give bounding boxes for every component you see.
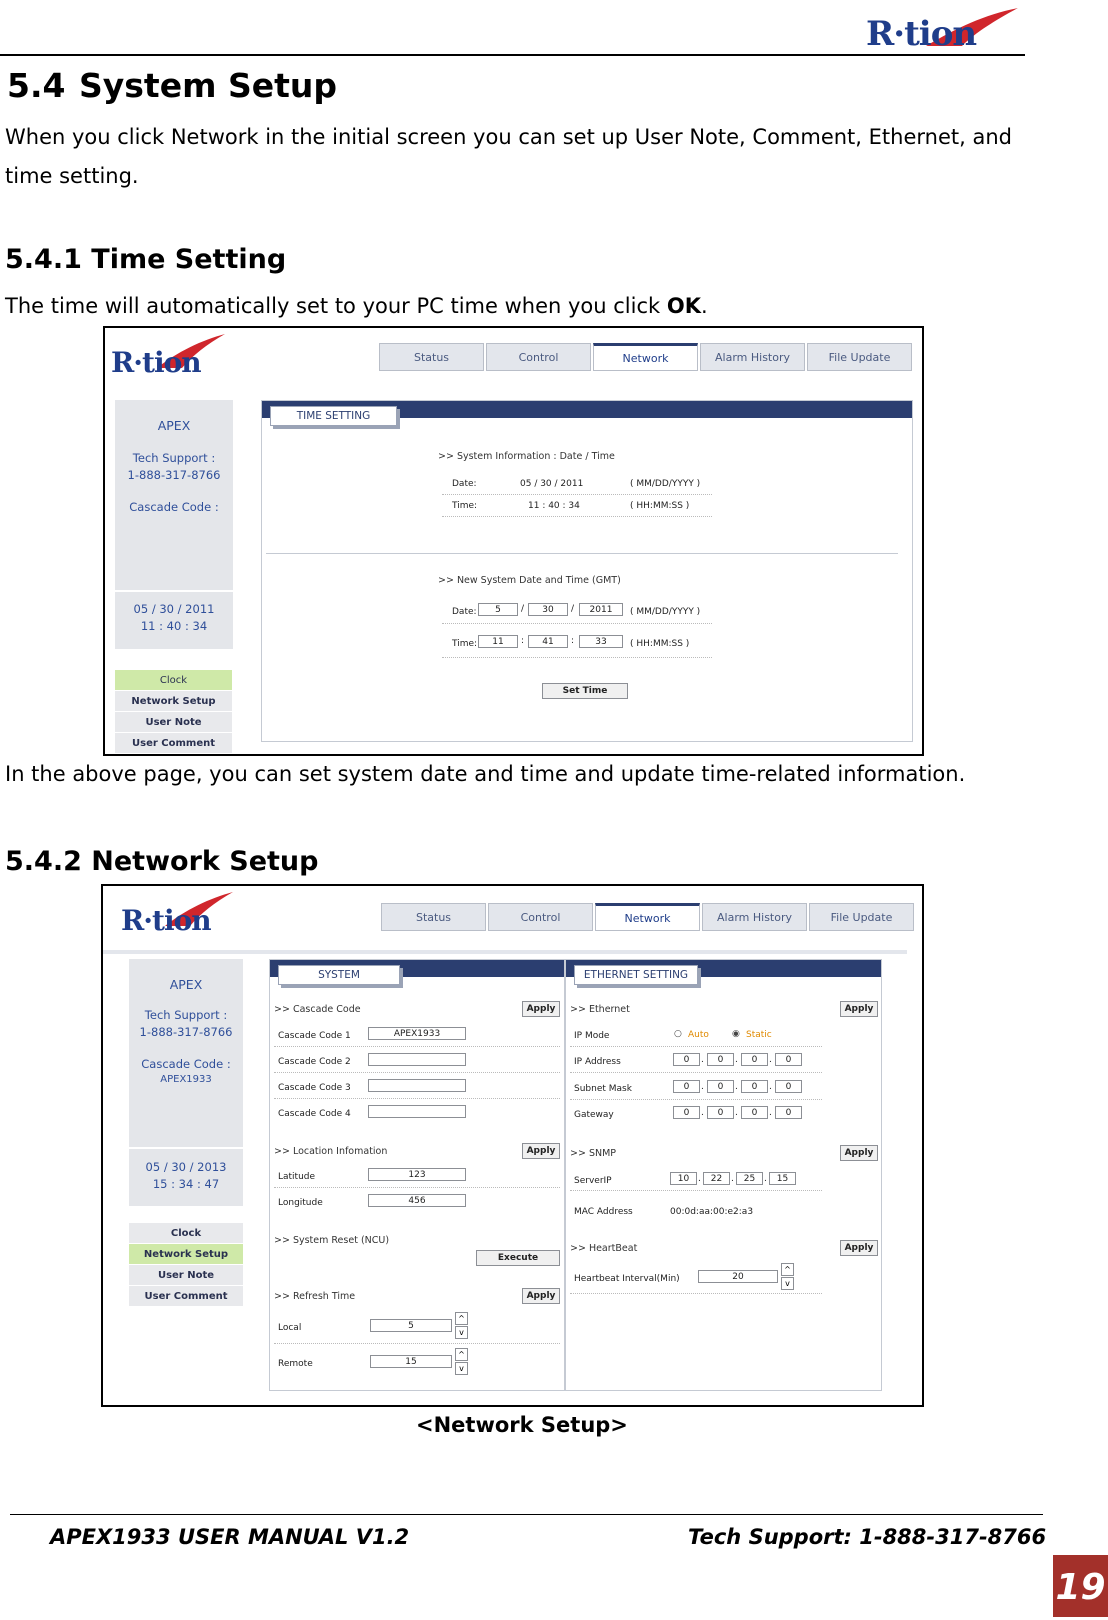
panel-tab-system: SYSTEM (278, 965, 400, 985)
remote-label: Remote (278, 1359, 313, 1369)
octet-separator: . (735, 1055, 738, 1065)
server-octet-3[interactable]: 25 (736, 1172, 763, 1185)
nav-underline (103, 950, 907, 954)
heartbeat-up-button[interactable]: ^ (781, 1263, 794, 1276)
device-date: 05 / 30 / 2011 (133, 602, 215, 616)
remote-down-button[interactable]: v (455, 1362, 468, 1375)
row-divider (570, 1190, 822, 1191)
gateway-label: Gateway (574, 1110, 614, 1120)
time-setting-screenshot (103, 326, 924, 756)
device-info-box (129, 959, 243, 1147)
local-up-button[interactable]: ^ (455, 1312, 468, 1325)
snmp-title: >> SNMP (570, 1148, 617, 1159)
support-label: Tech Support : (144, 1008, 228, 1022)
support-number: 1-888-317-8766 (139, 1025, 233, 1039)
mac-address-value: 00:0d:aa:00:e2:a3 (670, 1207, 754, 1217)
section-title-text: System Setup (79, 66, 337, 105)
row-divider (442, 494, 712, 495)
menu-user-note[interactable]: User Note (115, 712, 232, 732)
heartbeat-interval-label: Heartbeat Interval(Min) (574, 1274, 680, 1284)
octet-separator: . (769, 1108, 772, 1118)
remote-input[interactable]: 15 (370, 1355, 452, 1368)
menu-clock[interactable]: Clock (129, 1223, 243, 1243)
row-divider (274, 1187, 560, 1188)
date-sep: / (521, 604, 525, 614)
tab-alarm-history[interactable]: Alarm History (702, 903, 807, 931)
device-clock-box (129, 1149, 243, 1206)
date-format: ( MM/DD/YYYY ) (630, 479, 701, 489)
row-divider (274, 1046, 560, 1047)
device-clock-box (115, 592, 233, 649)
menu-network-setup[interactable]: Network Setup (129, 1244, 243, 1264)
figure-caption: <Network Setup> (416, 1413, 628, 1437)
menu-user-note[interactable]: User Note (129, 1265, 243, 1285)
page-number: 19 (1053, 1555, 1108, 1619)
second-input[interactable]: 33 (579, 635, 623, 648)
nav-tabs (379, 343, 914, 371)
minute-input[interactable]: 41 (528, 635, 568, 648)
heartbeat-down-button[interactable]: v (781, 1277, 794, 1290)
intro-line-2: time setting. (5, 164, 139, 188)
section-title (7, 66, 337, 105)
octet-separator: . (701, 1055, 704, 1065)
date-label: Date: (452, 479, 477, 489)
time-setting-panel (261, 400, 913, 742)
tab-file-update[interactable]: File Update (807, 343, 912, 371)
time-format: ( HH:MM:SS ) (630, 501, 690, 511)
cascade-label: Cascade Code : (129, 500, 219, 514)
cascade-code-4-input[interactable] (368, 1105, 466, 1118)
tab-status[interactable]: Status (381, 903, 486, 931)
octet-separator: . (769, 1082, 772, 1092)
cascade-code-2-label: Cascade Code 2 (278, 1057, 351, 1067)
app-logo: R·tion (111, 346, 201, 379)
latitude-input[interactable]: 123 (368, 1168, 466, 1181)
side-menu (115, 670, 232, 754)
mask-octet-1[interactable]: 0 (673, 1080, 700, 1093)
static-label: Static (746, 1030, 772, 1040)
apply-snmp-button[interactable]: Apply (840, 1145, 878, 1161)
new-date-label: Date: (452, 607, 477, 617)
ip-mode-label: IP Mode (574, 1031, 610, 1041)
row-divider (570, 1293, 822, 1294)
row-divider (274, 1098, 560, 1099)
sysinfo-title: >> System Information : Date / Time (438, 451, 615, 462)
time-label: Time: (452, 501, 478, 511)
gw-octet-4[interactable]: 0 (775, 1106, 802, 1119)
ip-octet-4[interactable]: 0 (775, 1053, 802, 1066)
time-setting-after-text: In the above page, you can set system date and time and update time-related information. (5, 762, 966, 786)
footer-rule (10, 1514, 1043, 1515)
octet-separator: . (701, 1082, 704, 1092)
network-setup-heading: 5.4.2 Network Setup (5, 846, 319, 877)
tab-network[interactable]: Network (593, 343, 698, 371)
menu-clock[interactable]: Clock (115, 670, 232, 690)
execute-button[interactable]: Execute (476, 1250, 560, 1266)
apply-cascade-button[interactable]: Apply (522, 1001, 560, 1017)
reset-title: >> System Reset (NCU) (274, 1235, 390, 1246)
panel-tab-time-setting: TIME SETTING (270, 406, 397, 426)
octet-separator: . (731, 1174, 734, 1184)
local-label: Local (278, 1323, 302, 1333)
new-time-format: ( HH:MM:SS ) (630, 639, 690, 649)
hour-input[interactable]: 11 (478, 635, 518, 648)
apply-heartbeat-button[interactable]: Apply (840, 1240, 878, 1256)
row-divider (442, 623, 712, 624)
panel-divider (266, 553, 898, 554)
auto-radio[interactable]: ○ (674, 1029, 682, 1039)
time-setting-heading: 5.4.1 Time Setting (5, 244, 287, 275)
static-radio[interactable]: ◉ (732, 1029, 740, 1039)
tab-file-update[interactable]: File Update (809, 903, 914, 931)
ip-address-label: IP Address (574, 1057, 621, 1067)
row-divider (274, 1072, 560, 1073)
server-octet-4[interactable]: 15 (769, 1172, 796, 1185)
apply-refresh-button[interactable]: Apply (522, 1288, 560, 1304)
section-number: 5.4 (7, 66, 66, 105)
time-setting-text-b: . (700, 294, 708, 318)
ip-octet-3[interactable]: 0 (741, 1053, 768, 1066)
cascade-code-2-input[interactable] (368, 1053, 466, 1066)
tab-alarm-history[interactable]: Alarm History (700, 343, 805, 371)
gw-octet-3[interactable]: 0 (741, 1106, 768, 1119)
cascade-code-4-label: Cascade Code 4 (278, 1109, 351, 1119)
device-name: APEX (157, 418, 191, 433)
rtion-logo (866, 6, 1026, 52)
server-octet-2[interactable]: 22 (703, 1172, 730, 1185)
ethernet-title: >> Ethernet (570, 1004, 630, 1015)
side-menu (129, 1223, 243, 1307)
octet-separator: . (701, 1108, 704, 1118)
ip-octet-2[interactable]: 0 (707, 1053, 734, 1066)
auto-label: Auto (688, 1030, 709, 1040)
row-divider (570, 1072, 822, 1073)
menu-network-setup[interactable]: Network Setup (115, 691, 232, 711)
device-time: 15 : 34 : 47 (152, 1177, 220, 1191)
time-setting-text (5, 287, 1020, 326)
gw-octet-2[interactable]: 0 (707, 1106, 734, 1119)
latitude-label: Latitude (278, 1172, 316, 1182)
date-sep: / (571, 604, 575, 614)
new-time-label: Time: (452, 639, 478, 649)
rtion-logo-text: R·tion (866, 14, 977, 54)
time-value: 11 : 40 : 34 (528, 501, 580, 511)
device-info-box (115, 400, 233, 590)
system-panel (269, 959, 565, 1391)
row-divider (442, 516, 712, 517)
longitude-input[interactable]: 456 (368, 1194, 466, 1207)
row-divider (442, 657, 712, 658)
intro-line-1: When you click Network in the initial screen you can set up User Note, Comment, Ethernet, and (5, 125, 1012, 149)
remote-up-button[interactable]: ^ (455, 1348, 468, 1361)
new-date-format: ( MM/DD/YYYY ) (630, 607, 701, 617)
footer-tech-support: Tech Support: 1-888-317-8766 (688, 1525, 1047, 1549)
day-input[interactable]: 30 (528, 603, 568, 616)
cascade-label: Cascade Code : (141, 1057, 231, 1071)
time-sep: : (571, 636, 575, 646)
octet-separator: . (735, 1082, 738, 1092)
support-number: 1-888-317-8766 (127, 468, 221, 482)
ethernet-panel (565, 959, 882, 1391)
heartbeat-interval-input[interactable]: 20 (698, 1270, 778, 1283)
ok-text: OK (666, 294, 701, 318)
octet-separator: . (698, 1174, 701, 1184)
app-logo: R·tion (121, 904, 211, 937)
mask-octet-3[interactable]: 0 (741, 1080, 768, 1093)
mask-octet-2[interactable]: 0 (707, 1080, 734, 1093)
octet-separator: . (764, 1174, 767, 1184)
new-time-title: >> New System Date and Time (GMT) (438, 575, 621, 586)
row-divider (570, 1046, 822, 1047)
apply-ethernet-button[interactable]: Apply (840, 1001, 878, 1017)
set-time-button[interactable]: Set Time (542, 683, 628, 699)
tab-control[interactable]: Control (486, 343, 591, 371)
tab-status[interactable]: Status (379, 343, 484, 371)
row-divider (570, 1099, 822, 1100)
menu-user-comment[interactable]: User Comment (115, 733, 232, 753)
server-octet-1[interactable]: 10 (670, 1172, 697, 1185)
nav-tabs (381, 903, 916, 931)
cascade-code-1-label: Cascade Code 1 (278, 1031, 351, 1041)
refresh-title: >> Refresh Time (274, 1291, 356, 1302)
local-down-button[interactable]: v (455, 1326, 468, 1339)
octet-separator: . (735, 1108, 738, 1118)
apply-location-button[interactable]: Apply (522, 1143, 560, 1159)
device-name: APEX (169, 977, 203, 992)
ip-octet-1[interactable]: 0 (673, 1053, 700, 1066)
octet-separator: . (769, 1055, 772, 1065)
server-ip-label: ServerIP (574, 1176, 612, 1186)
tab-control[interactable]: Control (488, 903, 593, 931)
longitude-label: Longitude (278, 1198, 323, 1208)
header-rule (0, 54, 1025, 56)
panel-tab-ethernet-setting: ETHERNET SETTING (574, 965, 698, 985)
cascade-code-1-input[interactable]: APEX1933 (368, 1027, 466, 1040)
subnet-mask-label: Subnet Mask (574, 1084, 632, 1094)
gw-octet-1[interactable]: 0 (673, 1106, 700, 1119)
device-time: 11 : 40 : 34 (140, 619, 208, 633)
local-input[interactable]: 5 (370, 1319, 452, 1332)
year-input[interactable]: 2011 (579, 603, 623, 616)
cascade-code-3-label: Cascade Code 3 (278, 1083, 351, 1093)
heartbeat-title: >> HeartBeat (570, 1243, 638, 1254)
menu-user-comment[interactable]: User Comment (129, 1286, 243, 1306)
device-date: 05 / 30 / 2013 (145, 1160, 227, 1174)
support-label: Tech Support : (132, 451, 216, 465)
date-value: 05 / 30 / 2011 (520, 479, 584, 489)
location-title: >> Location Infomation (274, 1146, 388, 1157)
tab-network[interactable]: Network (595, 903, 700, 931)
month-input[interactable]: 5 (478, 603, 518, 616)
time-setting-text-a: The time will automatically set to your PC time when you click (5, 294, 667, 318)
mask-octet-4[interactable]: 0 (775, 1080, 802, 1093)
mac-address-label: MAC Address (574, 1207, 633, 1217)
cascade-code-title: >> Cascade Code (274, 1004, 361, 1015)
network-setup-screenshot (101, 884, 924, 1407)
time-sep: : (521, 636, 525, 646)
cascade-value: APEX1933 (160, 1074, 212, 1085)
row-divider (274, 1343, 560, 1344)
cascade-code-3-input[interactable] (368, 1079, 466, 1092)
footer-manual-title: APEX1933 USER MANUAL V1.2 (50, 1525, 410, 1549)
